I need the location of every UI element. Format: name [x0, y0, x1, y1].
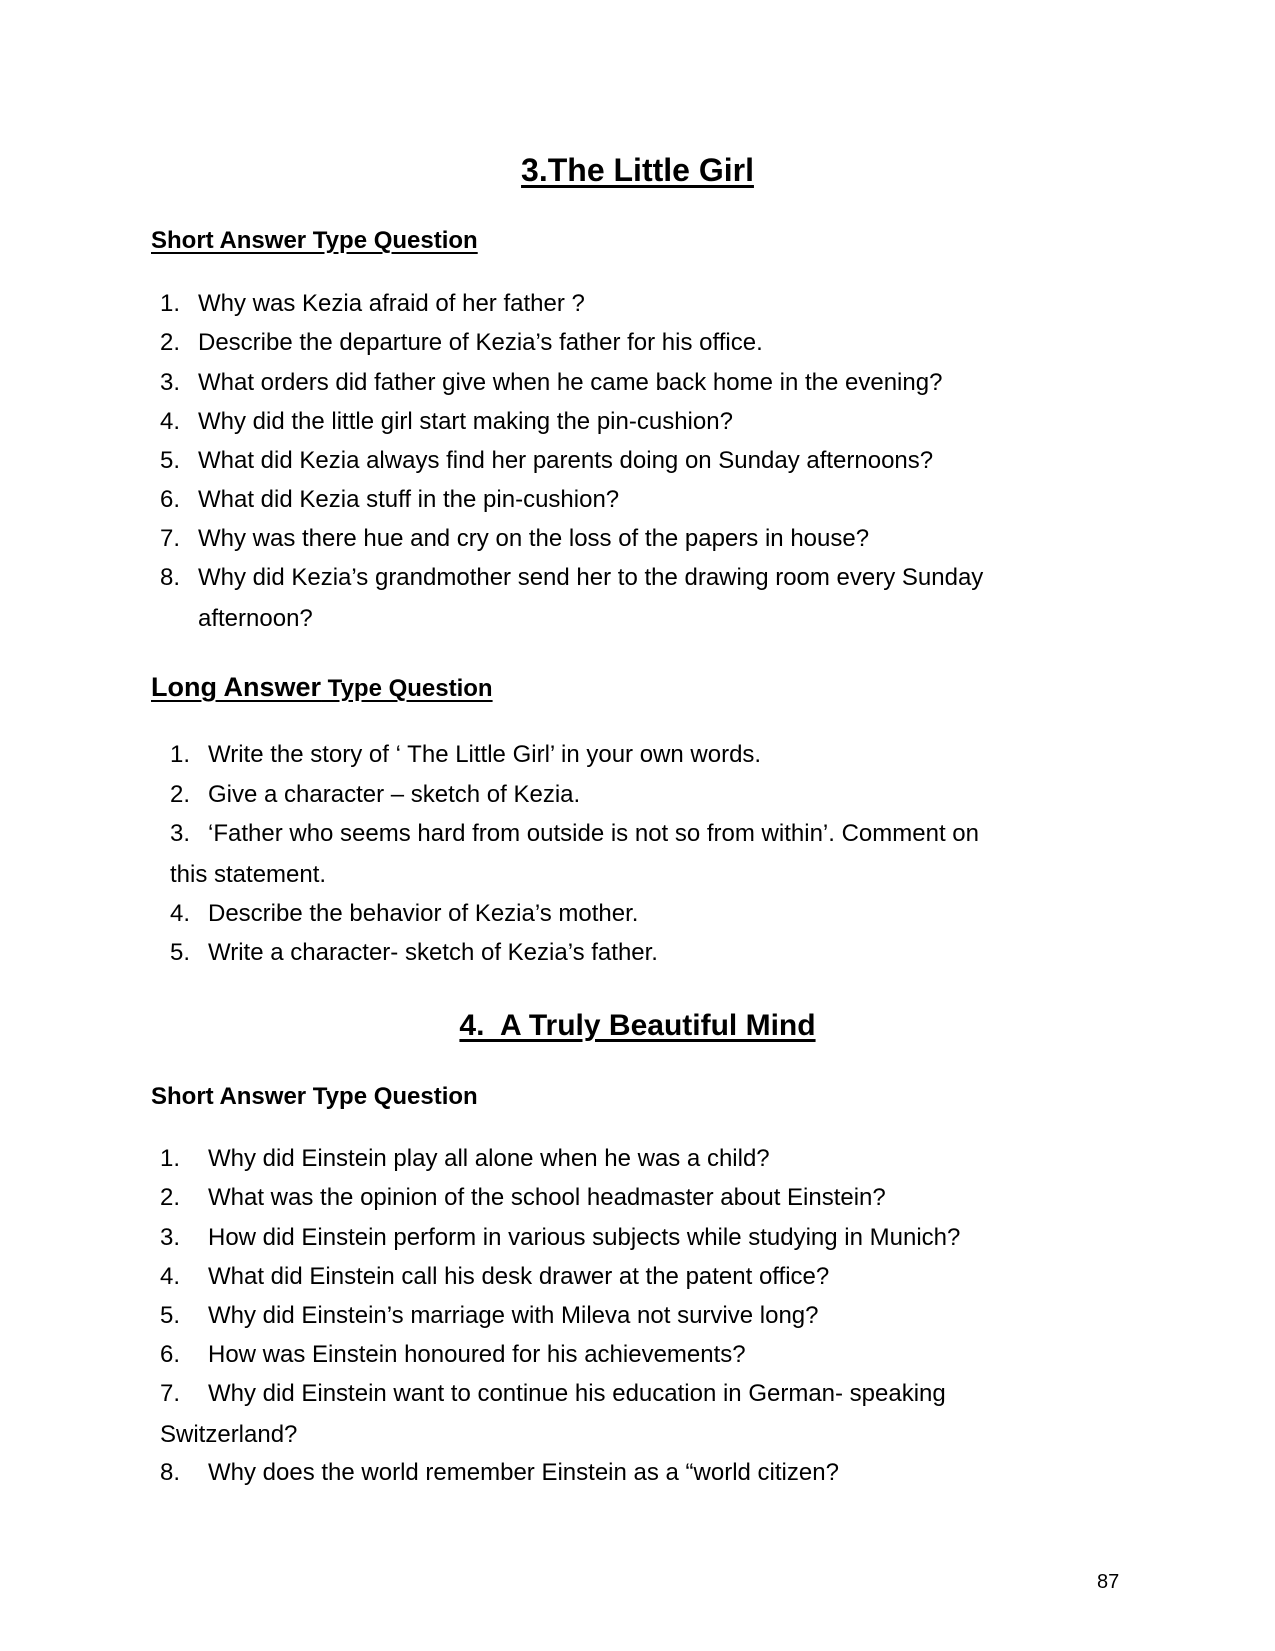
- list-item: 7. Why was there hue and cry on the loss of the papers in house?: [160, 525, 870, 552]
- list-item: 5. Write a character- sketch of Kezia’s father.: [170, 939, 658, 966]
- list-item: 1. Why was Kezia afraid of her father ?: [160, 290, 585, 317]
- list-item: 6. What did Kezia stuff in the pin-cushion?: [160, 486, 620, 513]
- chapter-4-title-text: 4. A Truly Beautiful Mind: [459, 1009, 816, 1042]
- list-item: 8. Why does the world remember Einstein as a “world citizen?: [160, 1459, 839, 1486]
- page-number: 87: [1097, 1571, 1120, 1593]
- list-item: 6. How was Einstein honoured for his achievements?: [160, 1341, 746, 1368]
- chapter-3-title-text: 3.The Little Girl: [521, 152, 754, 188]
- ch3-long-answer-heading: Long Answer Type Question: [151, 672, 493, 702]
- list-item: 4. Describe the behavior of Kezia’s mother.: [170, 900, 639, 927]
- list-item: 2. What was the opinion of the school headmaster about Einstein?: [160, 1184, 886, 1211]
- chapter-4-title: [0, 1006, 1275, 1046]
- list-item: 4. Why did the little girl start making the pin-cushion?: [160, 408, 733, 435]
- list-item: 1. Write the story of ‘ The Little Girl’ in your own words.: [170, 741, 762, 768]
- ch4-short-answer-heading: Short Answer Type Question: [151, 1083, 478, 1110]
- list-item: 5. What did Kezia always find her parents doing on Sunday afternoons?: [160, 447, 934, 474]
- list-item: 2. Give a character – sketch of Kezia.: [170, 781, 581, 808]
- list-item: 3. ‘Father who seems hard from outside is not so from within’. Comment on this statement.: [170, 820, 979, 888]
- list-item: 4. What did Einstein call his desk drawer at the patent office?: [160, 1263, 830, 1290]
- ch3-short-answer-heading: Short Answer Type Question: [151, 227, 478, 254]
- chapter-3-title: [0, 150, 1275, 190]
- list-item: 2. Describe the departure of Kezia’s father for his office.: [160, 329, 763, 356]
- list-item: 1. Why did Einstein play all alone when he was a child?: [160, 1145, 770, 1172]
- list-item: 3. What orders did father give when he came back home in the evening?: [160, 369, 943, 396]
- list-item: 7. Why did Einstein want to continue his education in German- speaking Switzerland?: [160, 1380, 946, 1448]
- list-item: 3. How did Einstein perform in various subjects while studying in Munich?: [160, 1224, 961, 1251]
- list-item: 8. Why did Kezia’s grandmother send her to the drawing room every Sunday afternoon?: [160, 564, 984, 632]
- list-item: 5. Why did Einstein’s marriage with Mileva not survive long?: [160, 1302, 819, 1329]
